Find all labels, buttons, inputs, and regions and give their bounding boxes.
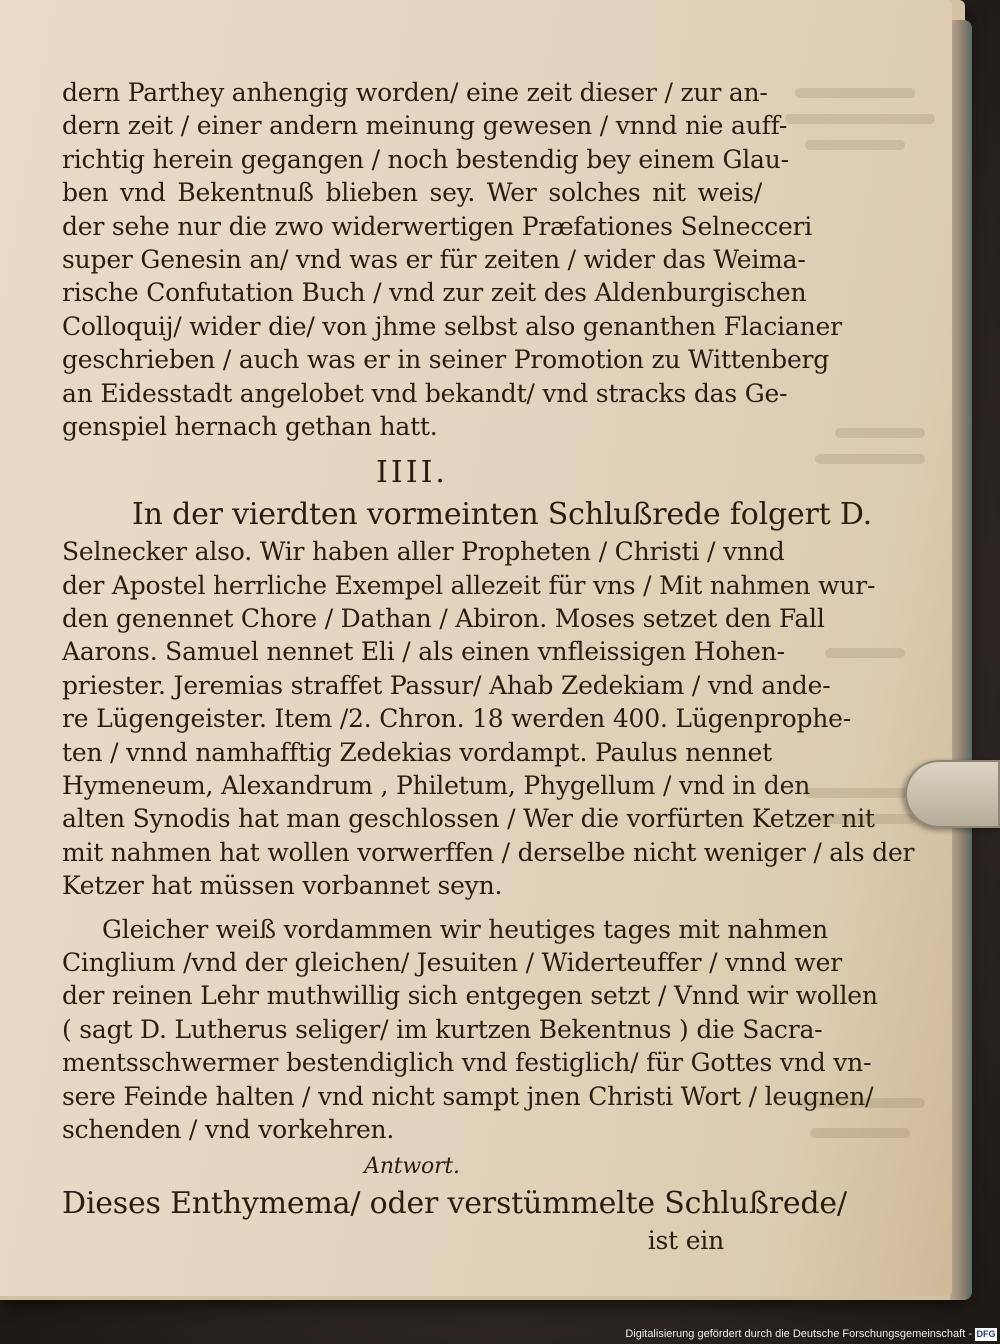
body-line: rische Confutation Buch / vnd zur zeit des Aldenburgischen	[62, 278, 807, 308]
paragraph-gap	[62, 903, 762, 913]
second-paragraph-line: mentsschwermer bestendiglich vnd festiglich/ für Gottes vnd vn-	[62, 1048, 872, 1078]
section-line: Selnecker also. Wir haben aller Propheten / Christi / vnnd	[62, 537, 785, 567]
section-heading: IIII.	[376, 455, 448, 491]
second-paragraph-line: der reinen Lehr muthwillig sich entgegen setzt / Vnnd wir wollen	[62, 981, 878, 1011]
second-paragraph-line: Gleicher weiß vordammen wir heutiges tages mit nahmen	[102, 914, 828, 944]
reply-heading: Antwort.	[364, 1154, 460, 1180]
second-paragraph-line: sere Feinde halten / vnd nicht sampt jnen Christi Wort / leugnen/	[62, 1081, 874, 1111]
second-paragraph-line: Cinglium /vnd der gleichen/ Jesuiten / Widerteuffer / vnnd wer	[62, 947, 842, 977]
page-edge	[950, 20, 972, 1300]
section-line: Ketzer hat müssen vorbannet seyn.	[62, 871, 503, 901]
section-line: der Apostel herrliche Exempel allezeit für vns / Mit nahmen wur-	[62, 570, 876, 600]
section-line: In der vierdten vormeinten Schlußrede folgert D.	[132, 497, 872, 533]
body-line: an Eidesstadt angelobet vnd bekandt/ vnd stracks das Ge-	[62, 378, 788, 408]
body-line: geschrieben / auch was er in seiner Promotion zu Wittenberg	[62, 345, 830, 375]
section-line: priester. Jeremias straffet Passur/ Ahab Zedekiam / vnd ande-	[62, 670, 831, 700]
section-line: ten / vnnd namhafftig Zedekias vordampt. Paulus nennet	[62, 737, 772, 767]
section-line: mit nahmen hat wollen vorwerffen / derselbe nicht weniger / als der	[62, 837, 915, 867]
section-line: alten Synodis hat man geschlossen / Wer die vorfürten Ketzer nit	[62, 804, 875, 834]
body-line: richtig herein gegangen / noch bestendig bey einem Glau-	[62, 144, 789, 174]
body-line: dern Parthey anhengig worden/ eine zeit dieser / zur an-	[62, 78, 768, 107]
section-line: Aarons. Samuel nennet Eli / als einen vnfleissigen Hohen-	[62, 637, 785, 667]
body-line: genspiel hernach gethan hatt.	[62, 411, 438, 441]
body-line: dern zeit / einer andern meinung gewesen / vnnd nie auff-	[62, 111, 788, 141]
page-clip	[905, 760, 1000, 828]
body-line: Colloquij/ wider die/ von jhme selbst also genanthen Flacianer	[62, 311, 842, 341]
page-text	[62, 76, 915, 1258]
body-line: ben vnd Bekentnuß blieben sey. Wer solches nit weis/	[62, 178, 762, 208]
second-paragraph-line: ( sagt D. Lutherus seliger/ im kurtzen Bekentnus ) die Sacra-	[62, 1014, 823, 1044]
dfg-logo: DFG	[976, 1329, 996, 1339]
section-line: Hymeneum, Alexandrum , Philetum, Phygellum / vnd in den	[62, 771, 811, 801]
reply-line: Dieses Enthymema/ oder verstümmelte Schlußrede/	[62, 1186, 847, 1222]
body-line: der sehe nur die zwo widerwertigen Præfationes Selnecceri	[62, 211, 813, 241]
body-line: super Genesin an/ vnd was er für zeiten / wider das Weima-	[62, 244, 806, 274]
section-line: re Lügengeister. Item /2. Chron. 18 werden 400. Lügenprophe-	[62, 704, 851, 734]
digitization-credit: Digitalisierung gefördert durch die Deutsche Forschungsgemeinschaft -	[625, 1328, 972, 1340]
catchword: ist ein	[647, 1226, 724, 1256]
section-line: den genennet Chore / Dathan / Abiron. Moses setzet den Fall	[62, 604, 825, 634]
second-paragraph-line: schenden / vnd vorkehren.	[62, 1114, 395, 1144]
